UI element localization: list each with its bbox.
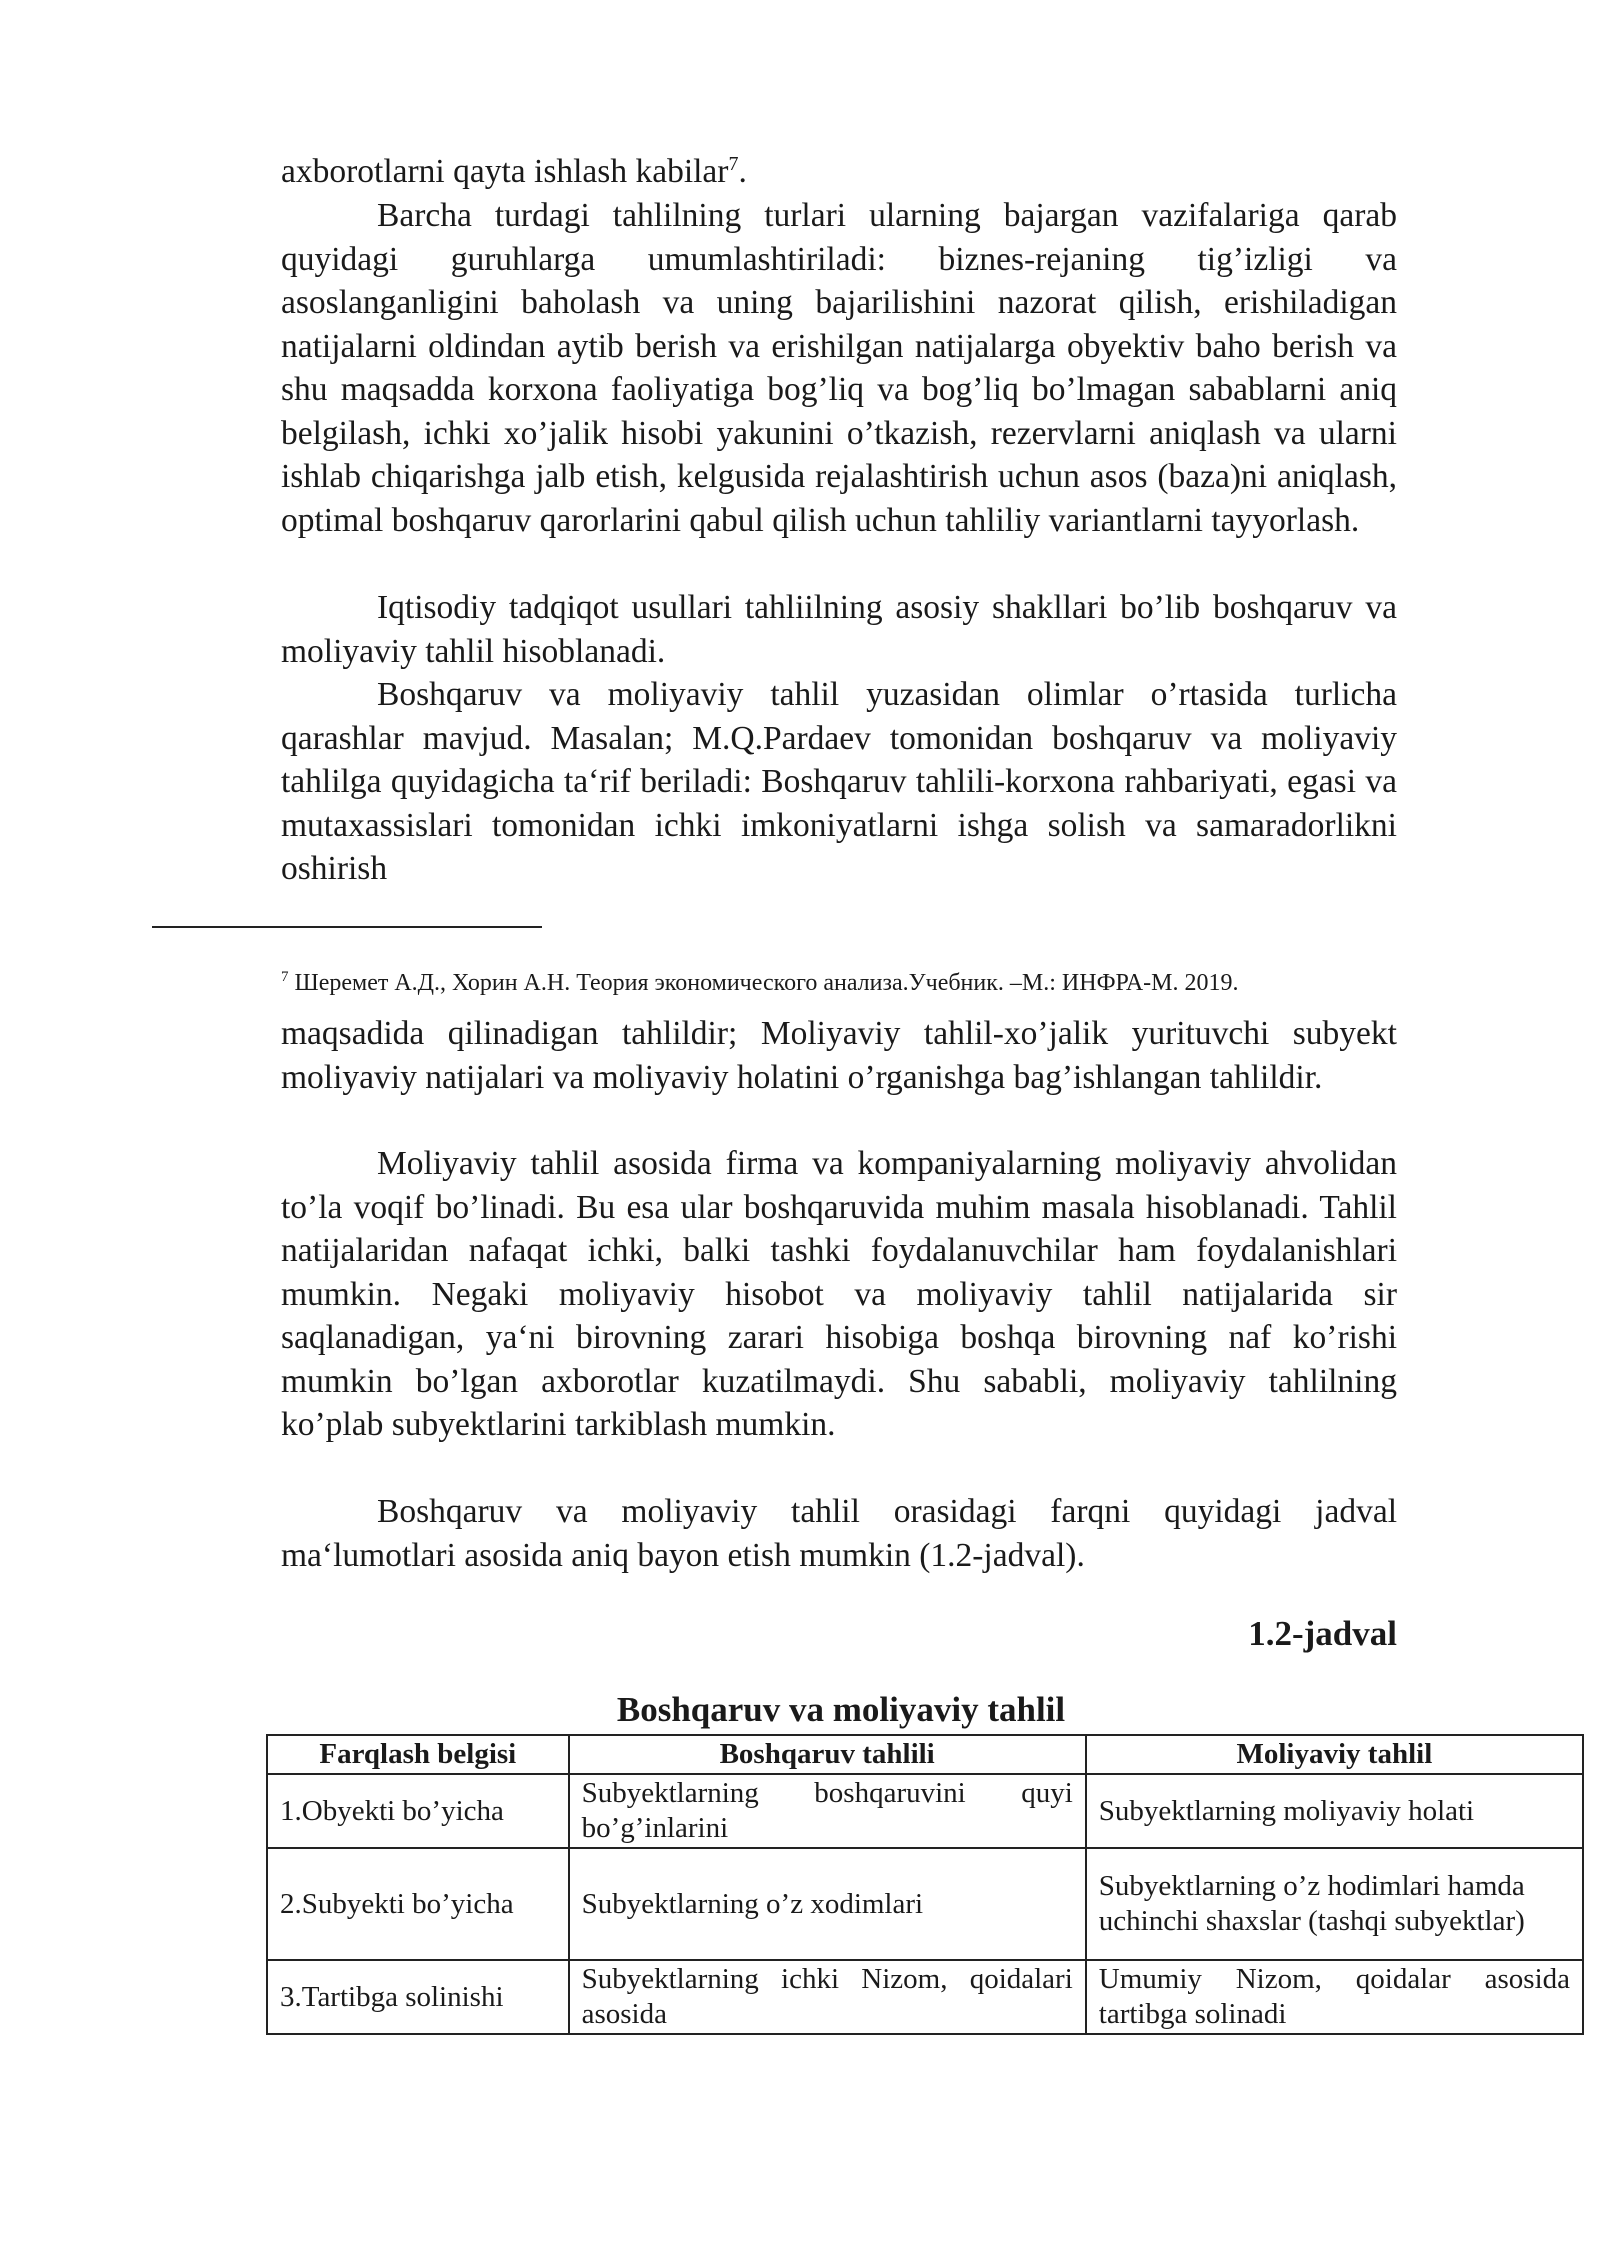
footnote-reference: 7 [728,152,739,175]
paragraph-definitions: Boshqaruv va moliyaviy tahlil yuzasidan olimlar o’rtasida turlicha qarashlar mavjud. Masalan; M.Q.Pardaev tomonidan boshqaruv va moliyaviy tahlilga quyidagicha ta‘rif beriladi: Boshqaruv tahlili-korxona rahbariyati, egasi va mutaxassislari tomonidan ichki imkoniyatlarni ishga solish va samaradorlikni oshirish [281,676,1397,887]
table-row [267,1960,1583,2034]
table-cell: Subyektlarning ichki Nizom, qoidalari asosida [569,1960,1086,2034]
table-cell: Umumiy Nizom, qoidalar asosida tartibga solinadi [1086,1960,1583,2034]
table-title: Boshqaruv va moliyaviy tahlil [616,1690,1066,1729]
table-cell: 1.Obyekti bo’yicha [267,1774,569,1848]
paragraph-analysis-tasks: Barcha turdagi tahlilning turlari ularning bajargan vazifalariga qarab quyidagi guruhlarga umumlashtiriladi: biznes-rejaning tig’izligi va asoslanganligini baholash va uning bajarilishini nazorat qilish, erishiladigan natijalarni oldindan aytib berish va erishilgan natijalarga obyektiv baho berish va shu maqsadda korxona faoliyatiga bog’liq va bog’liq bo’lmagan sabablarni aniq belgilash, ichki xo’jalik hisobi yakunini o’tkazish, rezervlarni aniqlash va ularni ishlab chiqarishga jalb etish, kelgusida rejalashtirish uchun asos (baza)ni aniqlash, optimal boshqaruv qarorlarini qabul qilish uchun tahliliy variantlarni tayyorlash. [281,197,1397,539]
table-row [267,1774,1583,1848]
table-cell: Subyektlarning boshqaruvini quyi bo’g’inlarini [569,1774,1086,1848]
table-number: 1.2-jadval [1248,1614,1397,1653]
table-row [267,1848,1583,1960]
table-header-row [267,1735,1583,1774]
comparison-table [266,1734,1584,2035]
table-header-cell: Moliyaviy tahlil [1086,1735,1583,1774]
footnote-text: Шеремет А.Д., Хорин А.Н. Теория экономического анализа.Учебник. –М.: ИНФРА-М. 2019. [288,970,1239,996]
paragraph-financial-analysis: Moliyaviy tahlil asosida firma va kompaniyalarning moliyaviy ahvolidan to’la voqif bo’linadi. Bu esa ular boshqaruvida muhim masala hisoblanadi. Tahlil natijalaridan nafaqat ichki, balki tashki foydalanuvchilar ham foydalanishlari mumkin. Negaki moliyaviy hisobot va moliyaviy tahlil natijalarida sir saqlanadigan, ya‘ni birovning zarari hisobiga boshqa birovning naf ko’rishi mumkin bo’lgan axborotlar kuzatilmaydi. Shu sababli, moliyaviy tahlilning ko’plab subyektlarini tarkiblash mumkin. [281,1145,1397,1443]
table-header-cell: Boshqaruv tahlili [569,1735,1086,1774]
table-cell: 2.Subyekti bo’yicha [267,1848,569,1960]
paragraph-research-methods: Iqtisodiy tadqiqot usullari tahliilning asosiy shakllari bo’lib boshqaruv va moliyaviy tahlil hisoblanadi. [281,589,1397,670]
table-cell: 3.Tartibga solinishi [267,1960,569,2034]
footnote-number: 7 [281,969,289,985]
table-header-cell: Farqlash belgisi [267,1735,569,1774]
paragraph-continuation [281,150,1397,194]
table-cell: Subyektlarning o’z hodimlari hamda uchinchi shaxslar (tashqi subyektlar) [1086,1848,1583,1960]
paragraph-table-intro: Boshqaruv va moliyaviy tahlil orasidagi farqni quyidagi jadval ma‘lumotlari asosida aniq bayon etish mumkin (1.2-jadval). [281,1493,1397,1574]
paragraph-text: axborotlarni qayta ishlash kabilar [281,153,729,190]
paragraph-punctuation: . [738,153,747,190]
table-cell: Subyektlarning o’z xodimlari [569,1848,1086,1960]
footnote-separator [152,926,542,928]
table-cell: Subyektlarning moliyaviy holati [1086,1774,1583,1848]
paragraph-definitions-continued: maqsadida qilinadigan tahlildir; Moliyaviy tahlil-xo’jalik yurituvchi subyekt moliyaviy natijalari va moliyaviy holatini o’rganishga bag’ishlangan tahlildir. [281,1015,1397,1096]
footnote [281,968,1397,998]
